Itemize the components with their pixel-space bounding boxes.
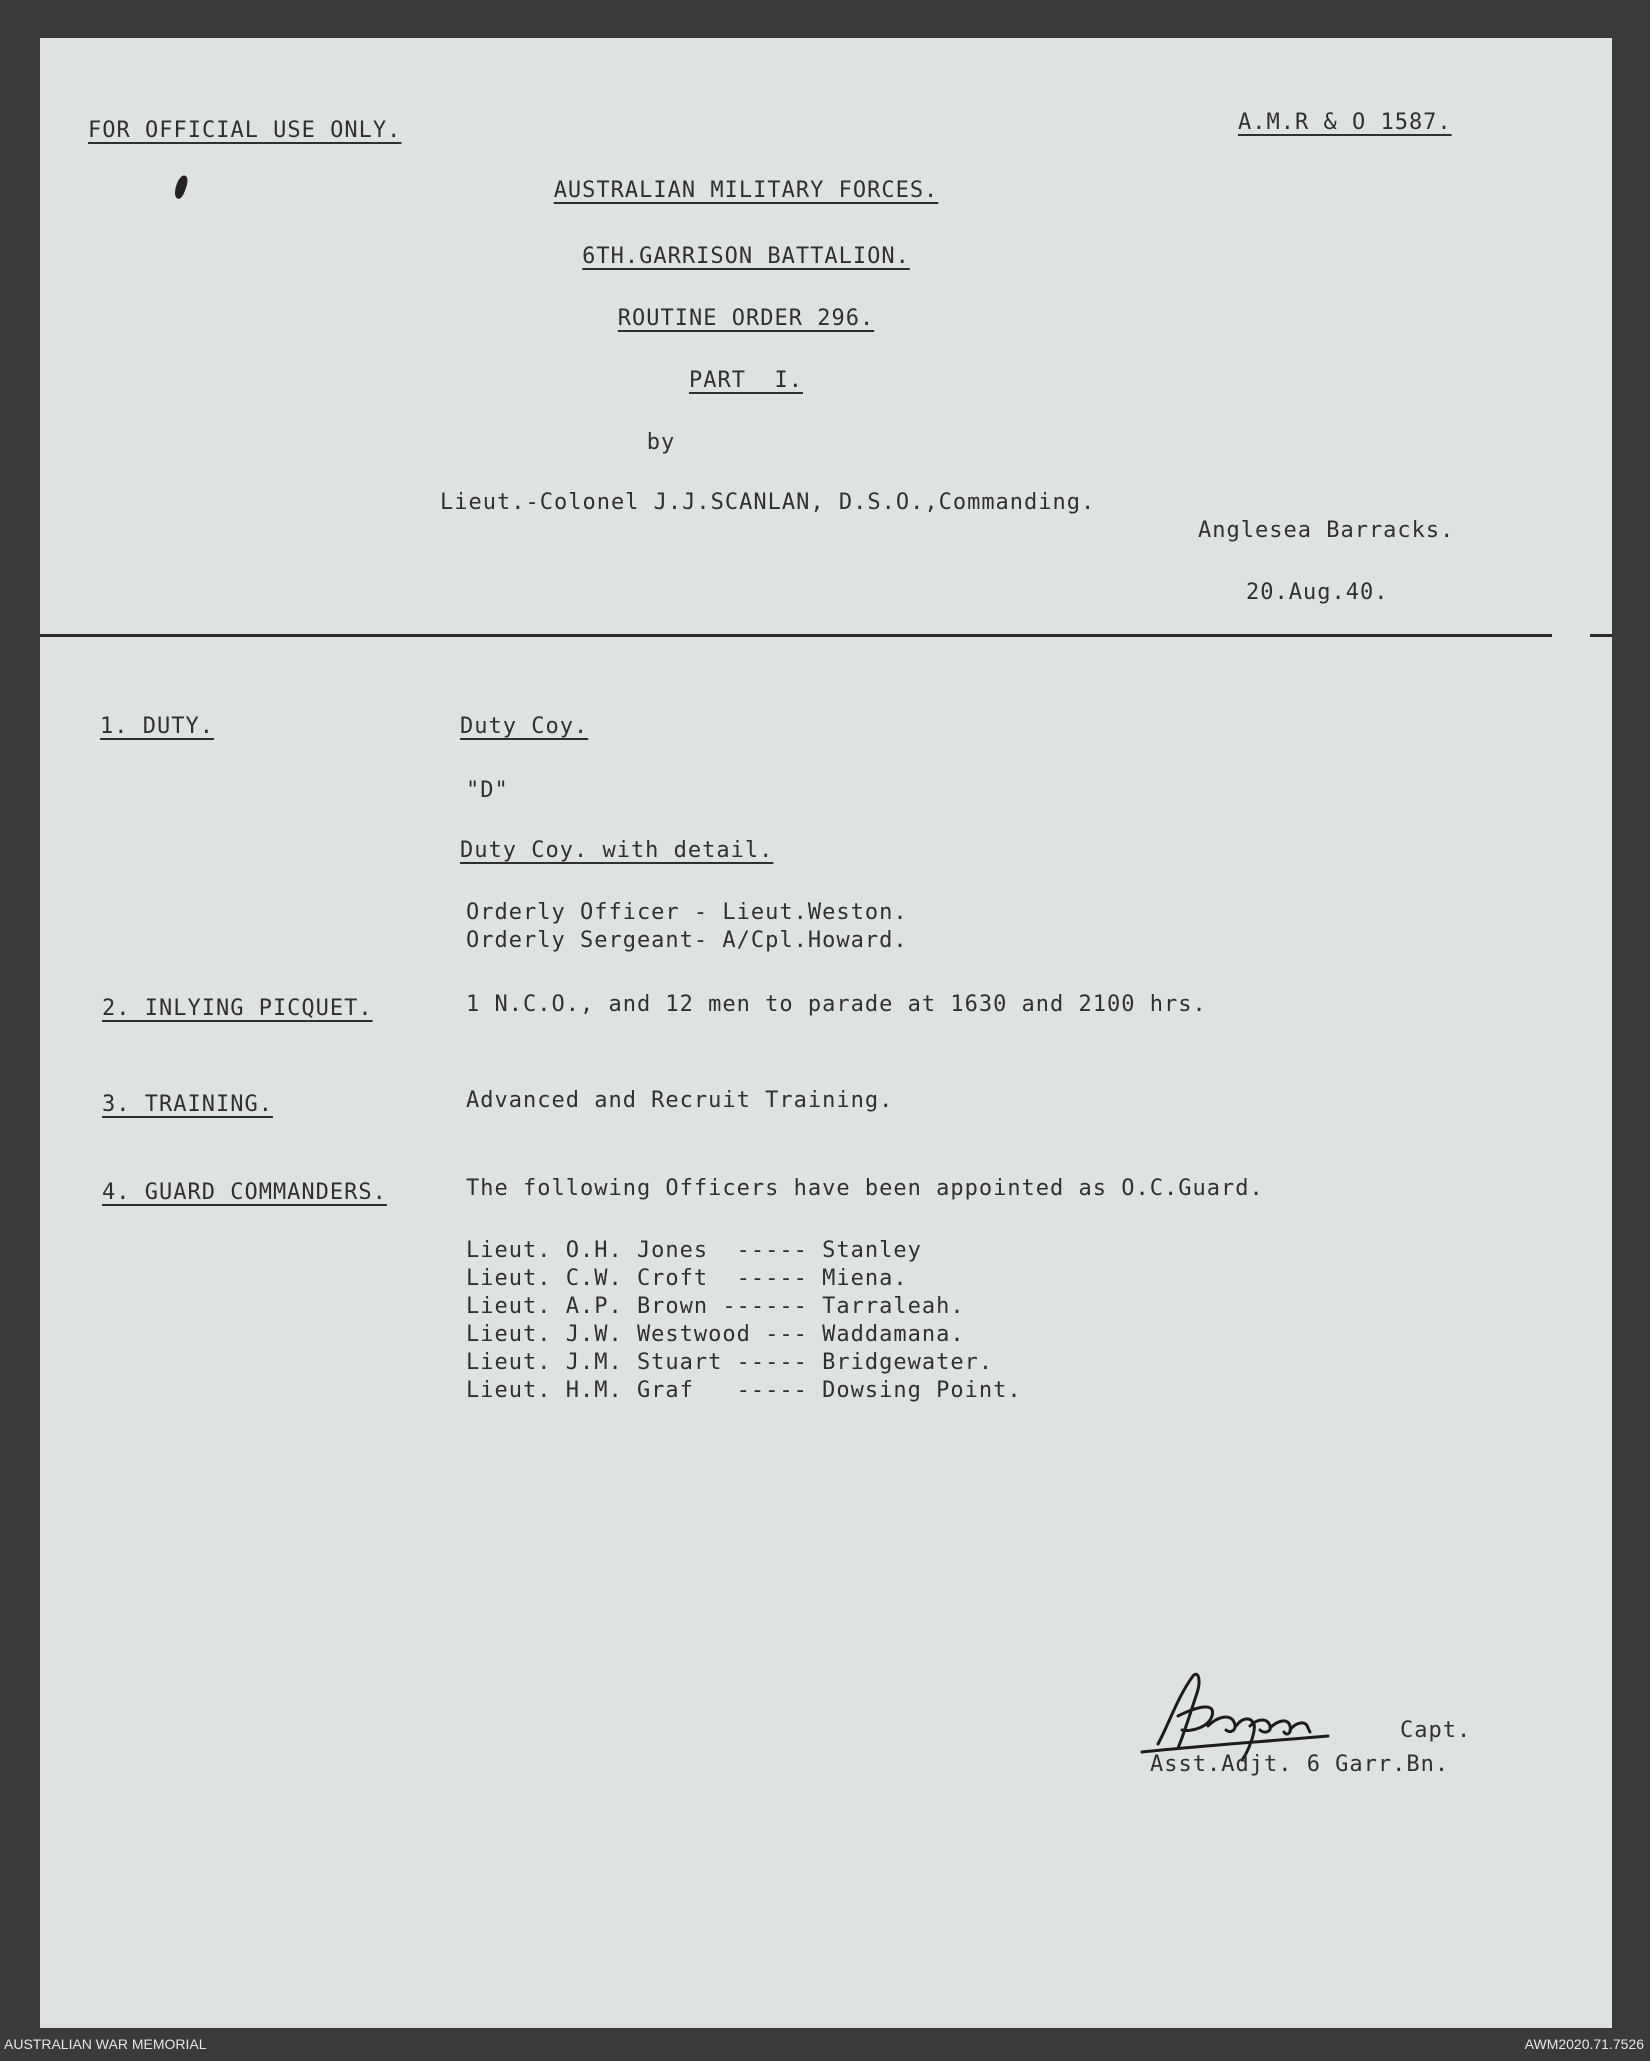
guard-commander-row: Lieut. J.M. Stuart ----- Bridgewater. bbox=[466, 1350, 994, 1375]
divider-rule bbox=[40, 634, 1552, 637]
reference-number: A.M.R & O 1587. bbox=[1238, 110, 1452, 135]
unit-title: 6TH.GARRISON BATTALION. bbox=[582, 244, 910, 269]
footer-institution: AUSTRALIAN WAR MEMORIAL bbox=[4, 2036, 207, 2052]
orderly-sergeant: Orderly Sergeant- A/Cpl.Howard. bbox=[466, 928, 908, 953]
signature-rank: Capt. bbox=[1400, 1718, 1472, 1743]
guard-intro: The following Officers have been appointed as O.C.Guard. bbox=[466, 1176, 1264, 1201]
item-heading-guard: 4. GUARD COMMANDERS. bbox=[102, 1180, 387, 1205]
location-line: Anglesea Barracks. bbox=[1198, 518, 1455, 543]
signature-title: Asst.Adjt. 6 Garr.Bn. bbox=[1150, 1752, 1450, 1777]
classification-label: FOR OFFICIAL USE ONLY. bbox=[88, 118, 402, 143]
orderly-officer: Orderly Officer - Lieut.Weston. bbox=[466, 900, 908, 925]
guard-commander-row: Lieut. H.M. Graf ----- Dowsing Point. bbox=[466, 1378, 1022, 1403]
item-heading-picquet: 2. INLYING PICQUET. bbox=[102, 996, 373, 1021]
document-page bbox=[40, 38, 1612, 2028]
part-title: PART I. bbox=[689, 368, 803, 393]
ink-blot bbox=[172, 174, 190, 200]
guard-commander-row: Lieut. C.W. Croft ----- Miena. bbox=[466, 1266, 908, 1291]
handwritten-signature bbox=[1138, 1656, 1398, 1766]
by-label: by bbox=[646, 430, 676, 455]
guard-commander-row: Lieut. J.W. Westwood --- Waddamana. bbox=[466, 1322, 965, 1347]
training-detail: Advanced and Recruit Training. bbox=[466, 1088, 894, 1113]
item-heading-training: 3. TRAINING. bbox=[102, 1092, 273, 1117]
item-heading-duty: 1. DUTY. bbox=[100, 714, 214, 739]
duty-coy-label: Duty Coy. bbox=[460, 714, 589, 739]
guard-commander-row: Lieut. A.P. Brown ------ Tarraleah. bbox=[466, 1294, 965, 1319]
date-line: 20.Aug.40. bbox=[1246, 580, 1389, 605]
org-title: AUSTRALIAN MILITARY FORCES. bbox=[553, 178, 939, 203]
order-title: ROUTINE ORDER 296. bbox=[617, 306, 875, 331]
duty-coy-value: "D" bbox=[466, 778, 509, 803]
picquet-detail: 1 N.C.O., and 12 men to parade at 1630 and 2100 hrs. bbox=[466, 992, 1207, 1017]
guard-commander-row: Lieut. O.H. Jones ----- Stanley bbox=[466, 1238, 922, 1263]
divider-rule-tail bbox=[1590, 634, 1612, 637]
commander-line: Lieut.-Colonel J.J.SCANLAN, D.S.O.,Commanding. bbox=[440, 490, 1096, 515]
duty-coy-detail-label: Duty Coy. with detail. bbox=[460, 838, 774, 863]
footer-accession-number: AWM2020.71.7526 bbox=[1524, 2036, 1644, 2052]
